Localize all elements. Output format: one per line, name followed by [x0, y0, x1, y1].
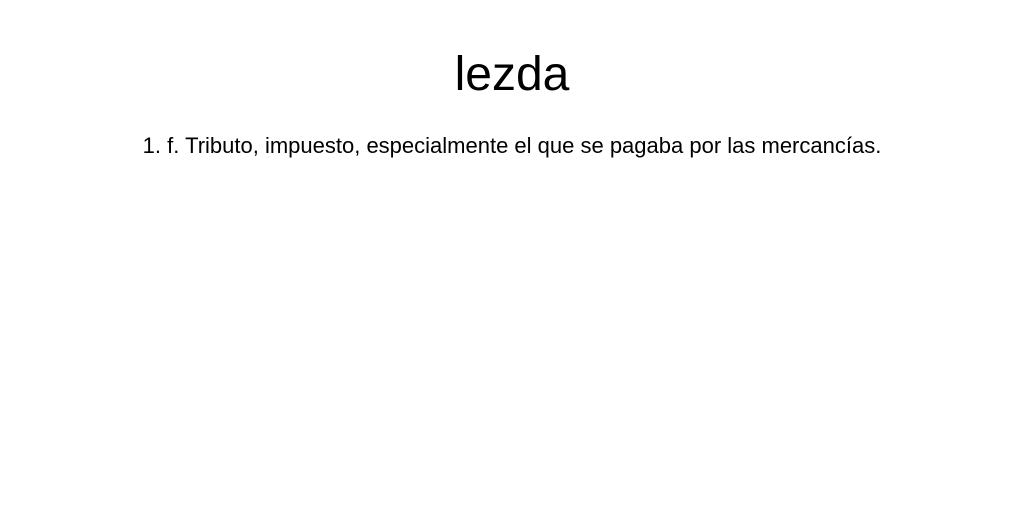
entry-word-title: lezda	[454, 48, 570, 101]
definition-1: 1. f. Tributo, impuesto, especialmente el que se pagaba por las mercancías.	[142, 133, 882, 158]
